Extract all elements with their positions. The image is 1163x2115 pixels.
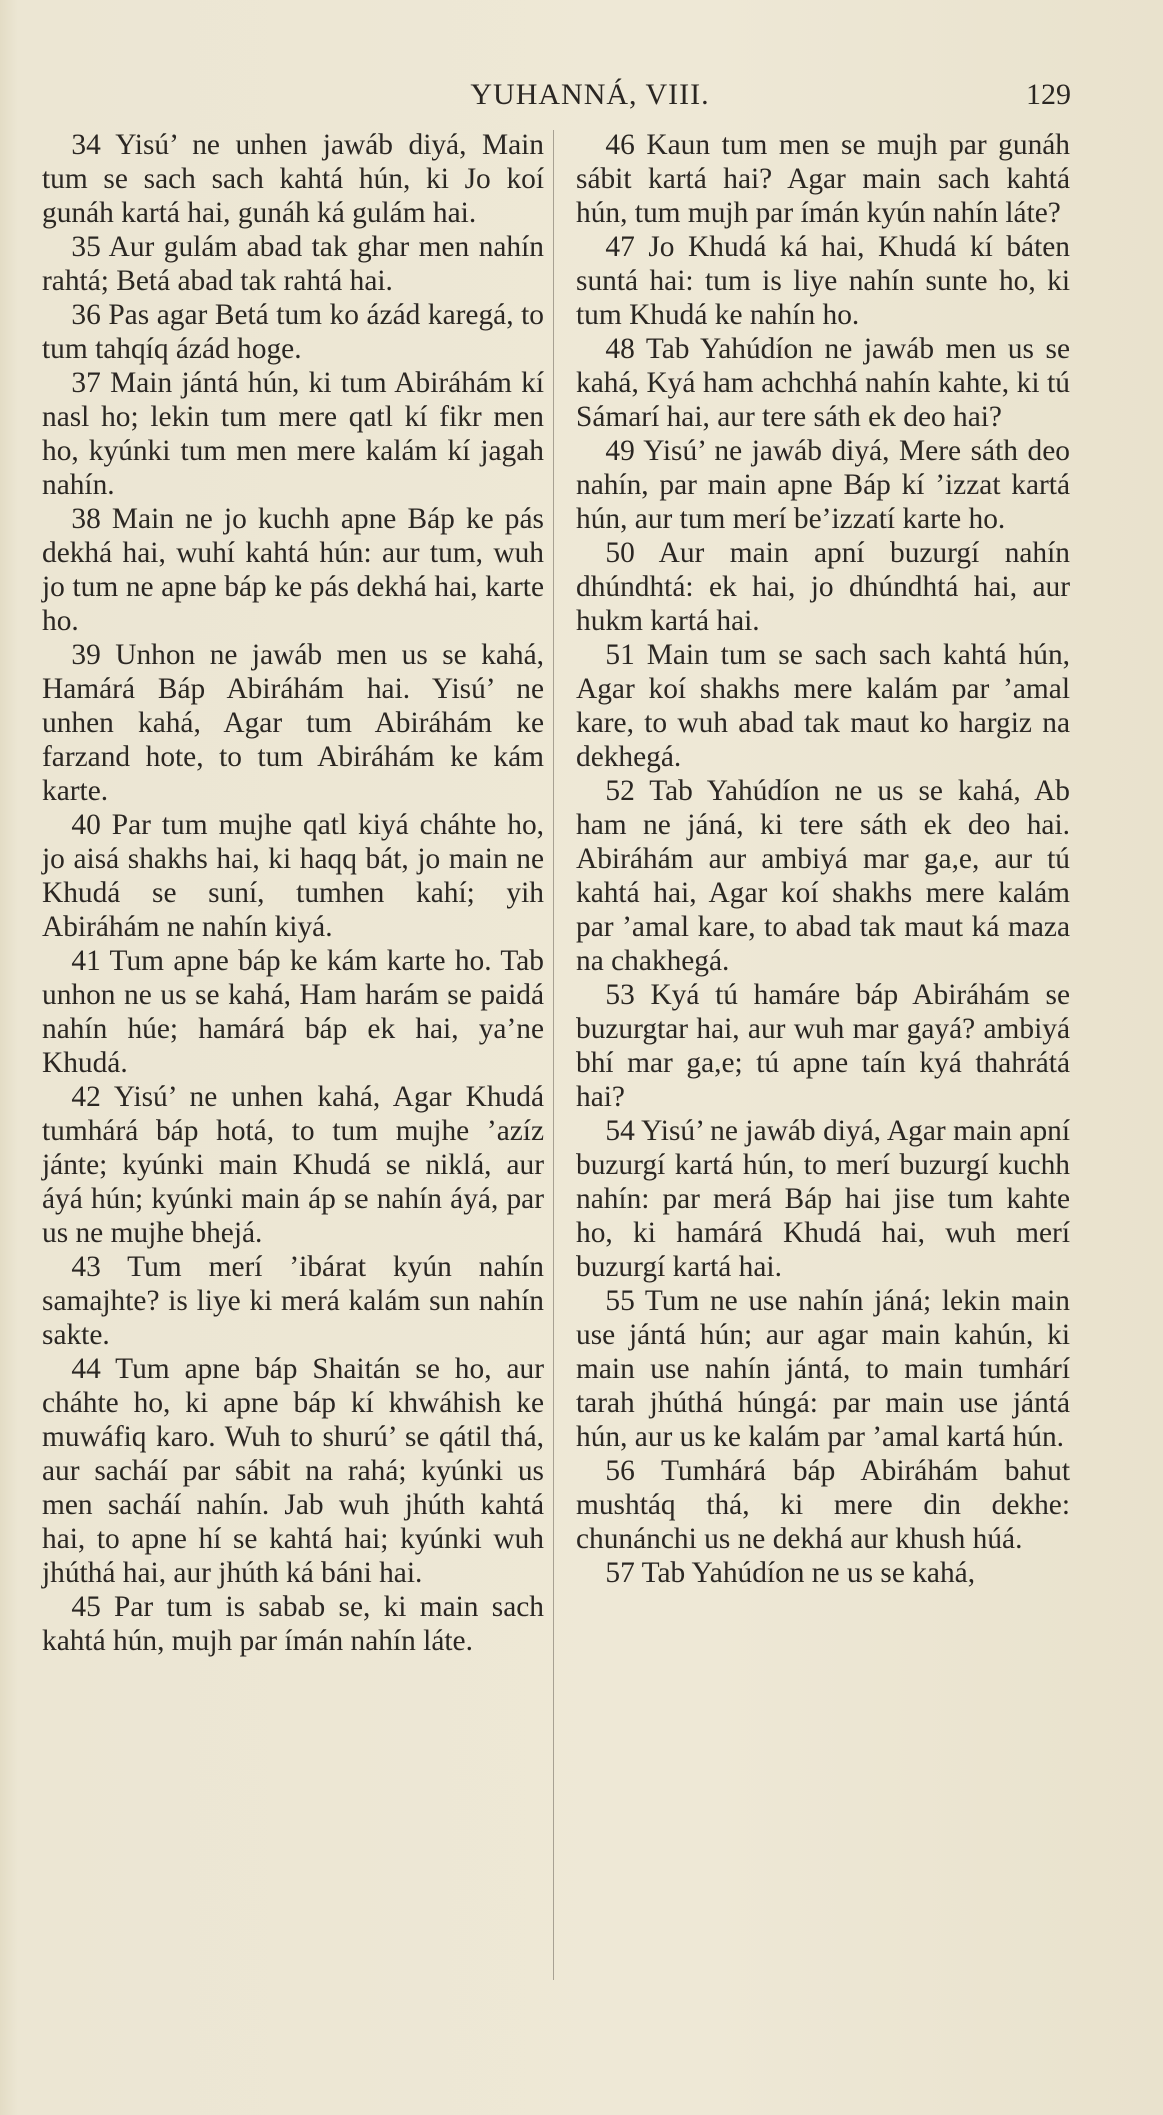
verse-43: 43 Tum merí ’ibárat kyún nahín samajhte? is liye ki merá kalám sun nahín sakte. [42,1251,544,1351]
verse-47: 47 Jo Khudá ká hai, Khudá kí báten suntá hai: tum is liye nahín sunte ho, ki tum Khudá ke nahín ho. [576,231,1070,331]
verse-52: 52 Tab Yahúdíon ne us se kahá, Ab ham ne jáná, ki tere sáth ek deo hai. Abiráhám aur ambiyá mar ga,e, aur tú kahtá hai, Agar koí shakhs mere kalám par ’amal kare, to abad tak maut ká maza na chakhegá. [576,775,1070,977]
running-head: YUHANNÁ, VIII. [470,78,710,111]
verse-57: 57 Tab Yahúdíon ne us se kahá, [605,1557,976,1589]
verse-48: 48 Tab Yahúdíon ne jawáb men us se kahá, Kyá ham achchhá nahín kahte, ki tú Sámarí hai, aur tere sáth ek deo hai? [576,333,1070,433]
verse-44: 44 Tum apne báp Shaitán se ho, aur cháhte ho, ki apne báp kí khwáhish ke muwáfiq karo. Wuh to shurú’ se qátil thá, aur sacháí par sábit na rahá; kyúnki us men sacháí nahín. Jab wuh jhúth kahtá hai, to apne hí se kahtá hai; kyúnki wuh jhúthá hai, aur jhúth ká báni hai. [42,1353,544,1589]
verse-49: 49 Yisú’ ne jawáb diyá, Mere sáth deo nahín, par main apne Báp kí ’izzat kartá hún, aur tum merí be’izzatí karte ho. [576,435,1070,535]
verse-54: 54 Yisú’ ne jawáb diyá, Agar main apní buzurgí kartá hún, to merí buzurgí kuchh nahín: par merá Báp hai jise tum kahte ho, ki hamárá Khudá hai, wuh merí buzurgí kartá hai. [576,1115,1070,1283]
verse-46: 46 Kaun tum men se mujh par gunáh sábit kartá hai? Agar main sach kahtá hún, tum mujh par ímán kyún nahín láte? [576,129,1070,229]
verse-37: 37 Main jántá hún, ki tum Abiráhám kí nasl ho; lekin tum mere qatl kí fikr men ho, kyúnki tum men mere kalám kí jagah nahín. [42,367,544,501]
verse-40: 40 Par tum mujhe qatl kiyá cháhte ho, jo aisá shakhs hai, ki haqq bát, jo main ne Khudá se suní, tumhen kahí; yih Abiráhám ne nahín kiyá. [42,809,544,943]
verse-41: 41 Tum apne báp ke kám karte ho. Tab unhon ne us se kahá, Ham harám se paidá nahín húe; hamárá báp ek hai, ya’ne Khudá. [42,945,544,1079]
verse-56: 56 Tumhárá báp Abiráhám bahut mushtáq thá, ki mere din dekhe: chunánchi us ne dekhá aur khush húá. [576,1455,1070,1555]
page-number: 129 [1026,78,1071,111]
verse-42: 42 Yisú’ ne unhen kahá, Agar Khudá tumhárá báp hotá, to tum mujhe ’azíz jánte; kyúnki main Khudá se niklá, aur áyá hún; kyúnki main áp se nahín áyá, par us ne mujhe bhejá. [42,1081,544,1249]
verse-50: 50 Aur main apní buzurgí nahín dhúndhtá: ek hai, jo dhúndhtá hai, aur hukm kartá hai. [576,537,1070,637]
verse-35: 35 Aur gulám abad tak ghar men nahín rahtá; Betá abad tak rahtá hai. [42,231,544,297]
verse-39: 39 Unhon ne jawáb men us se kahá, Hamárá Báp Abiráhám hai. Yisú’ ne unhen kahá, Agar tum Abiráhám ke farzand hote, to tum Abiráhám ke kám karte. [42,639,544,807]
verse-36: 36 Pas agar Betá tum ko ázád karegá, to tum tahqíq ázád hoge. [42,299,544,365]
verse-55: 55 Tum ne use nahín jáná; lekin main use jántá hún; aur agar main kahún, ki main use nahín jántá, to main tumhárí tarah jhúthá húngá: par main use jántá hún, aur us ke kalám par ’amal kartá hún. [576,1285,1070,1453]
page-header [0,78,1163,118]
verse-53: 53 Kyá tú hamáre báp Abiráhám se buzurgtar hai, aur wuh mar gayá? ambiyá bhí mar ga,e; tú apne taín kyá thahrátá hai? [576,979,1070,1113]
verse-38: 38 Main ne jo kuchh apne Báp ke pás dekhá hai, wuhí kahtá hún: aur tum, wuh jo tum ne apne báp ke pás dekhá hai, karte ho. [42,503,544,637]
verse-45: 45 Par tum is sabab se, ki main sach kahtá hún, mujh par ímán nahín láte. [42,1591,544,1657]
left-column [42,128,544,1658]
verse-34: 34 Yisú’ ne unhen jawáb diyá, Main tum se sach sach kahtá hún, ki Jo koí gunáh kartá hai, gunáh ká gulám hai. [42,129,544,229]
right-column [576,128,1070,1590]
verse-51: 51 Main tum se sach sach kahtá hún, Agar koí shakhs mere kalám par ’amal kare, to wuh abad tak maut ko hargiz na dekhegá. [576,639,1070,773]
column-divider [553,130,554,1980]
